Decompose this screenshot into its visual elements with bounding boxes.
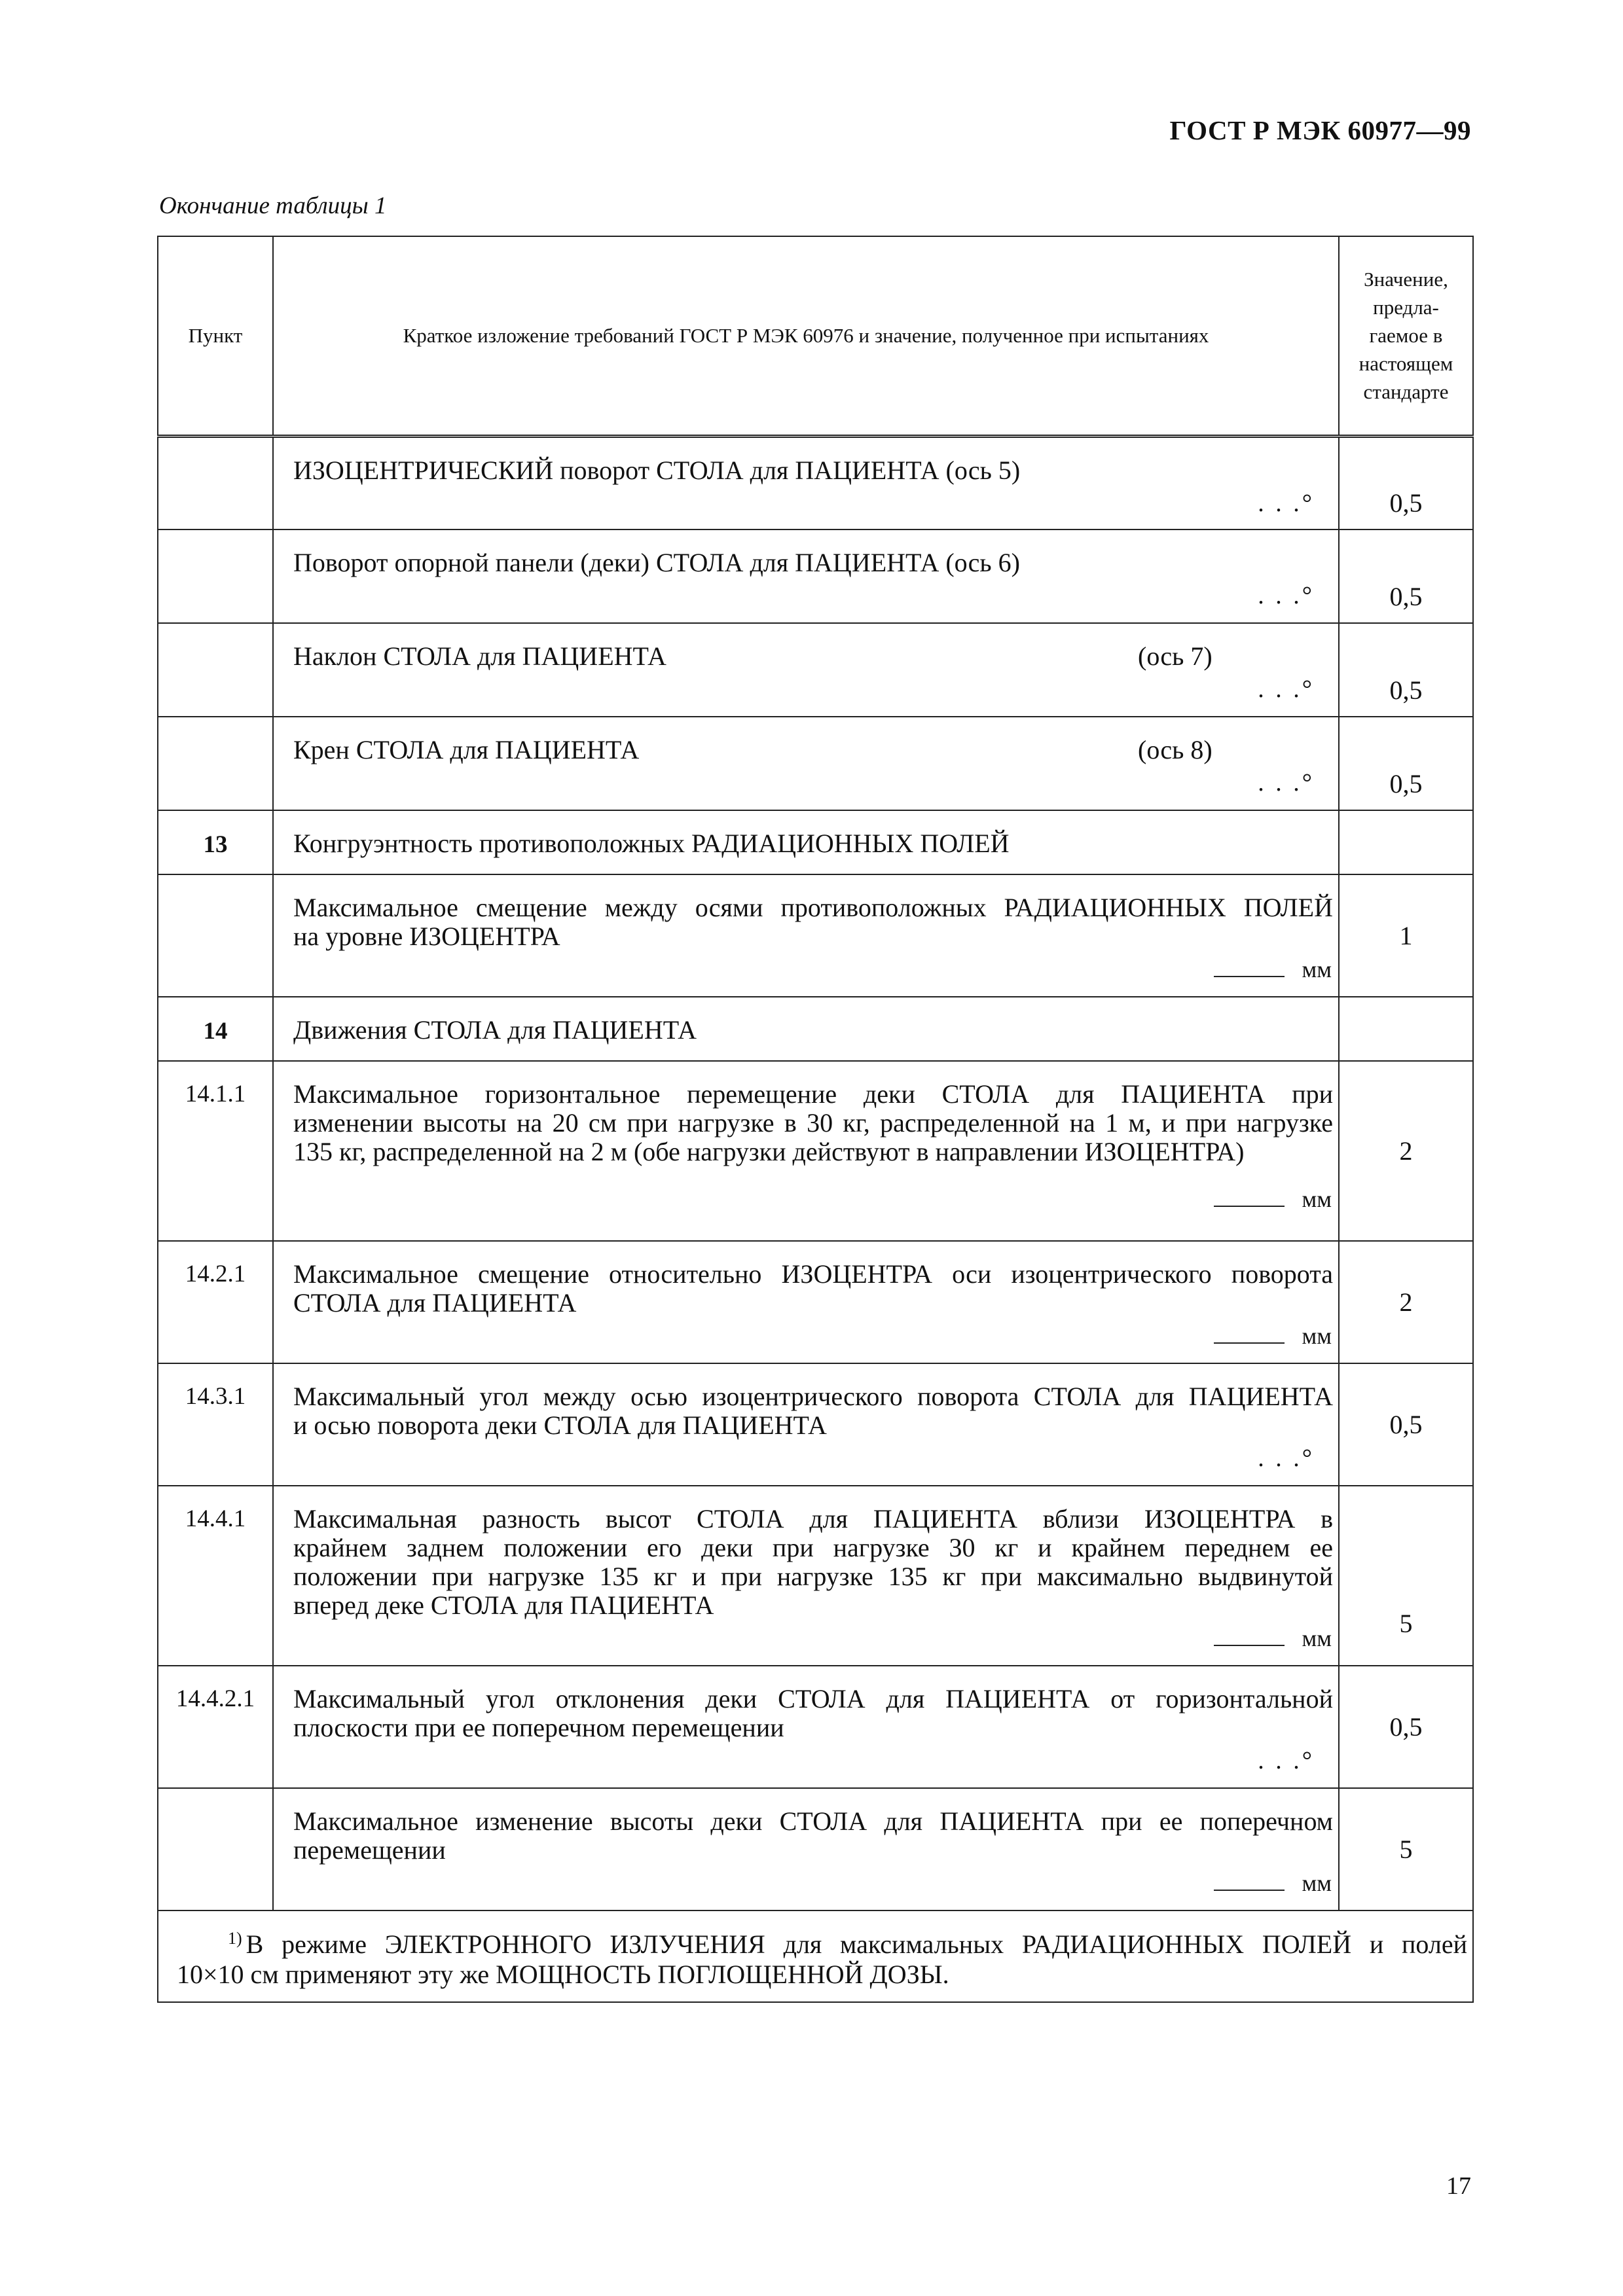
section-title: [273, 810, 1339, 874]
measured-value-blank: [293, 1624, 1333, 1653]
row-value: 2: [1339, 1241, 1473, 1363]
row-description-line: СТОЛА для ПАЦИЕНТА: [293, 1288, 577, 1318]
row-description-line: перемещении: [293, 1835, 446, 1865]
measured-value-blank: [293, 1869, 1333, 1897]
unit-label: мм: [1302, 1323, 1332, 1349]
table-row: [158, 436, 1473, 529]
requirements-table: [157, 236, 1474, 2003]
table-caption: Окончание таблицы 1: [159, 192, 387, 219]
footnote-line: [177, 1929, 1467, 1960]
row-value: 2: [1339, 1061, 1473, 1241]
row-description: [273, 436, 1339, 529]
unit-label: мм: [1302, 1625, 1332, 1651]
section-number: 14: [158, 997, 273, 1061]
measured-degrees-blank: . . .°: [1258, 675, 1315, 703]
row-item-number: 14.4.1: [158, 1486, 273, 1666]
row-item-number: [158, 874, 273, 997]
blank-line: [1214, 975, 1285, 977]
section-title: [273, 997, 1339, 1061]
column-header-value-line: Значение,: [1364, 268, 1448, 291]
row-description-line: изменении высоты на 20 см при нагрузке в 30 кг, распределенной на 1 м, и при нагрузке: [293, 1108, 1333, 1138]
row-value: 0,5: [1339, 623, 1473, 717]
column-header-description-text: Краткое изложение требований ГОСТ Р МЭК 60976 и значение, полученное при испытаниях: [403, 324, 1209, 348]
row-description-line: Максимальный угол отклонения деки СТОЛА для ПАЦИЕНТА от горизонтальной: [293, 1684, 1333, 1713]
row-description: [273, 623, 1339, 717]
row-value: [1339, 997, 1473, 1061]
row-description-line: и осью поворота деки СТОЛА для ПАЦИЕНТА: [293, 1410, 827, 1440]
footnote-marker: 1): [228, 1928, 242, 1948]
row-value: 0,5: [1339, 529, 1473, 623]
measured-value-blank: [293, 955, 1333, 984]
row-description-line: крайнем заднем положении его деки при нагрузке 30 кг и крайнем переднем ее: [293, 1533, 1333, 1562]
measured-degrees-blank: . . .°: [1258, 1747, 1315, 1774]
row-item-number: 14.1.1: [158, 1061, 273, 1241]
table-row: [158, 717, 1473, 810]
page-number: 17: [1446, 2172, 1471, 2200]
section-number: 13: [158, 810, 273, 874]
row-description-line: плоскости при ее поперечном перемещении: [293, 1713, 784, 1742]
row-description-text: Наклон СТОЛА для ПАЦИЕНТА: [293, 641, 666, 671]
column-header-item: Пункт: [158, 236, 273, 436]
table-row: [158, 1486, 1473, 1666]
row-description: [273, 1486, 1339, 1666]
row-item-number: 14.3.1: [158, 1363, 273, 1486]
row-description-line: Конгруэнтность противоположных РАДИАЦИОННЫХ ПОЛЕЙ: [293, 829, 1010, 858]
row-item-number: [158, 717, 273, 810]
axis-label: (ось 7): [1138, 641, 1213, 671]
row-description-line: [293, 642, 1333, 671]
row-description-line: 135 кг, распределенной на 2 м (обе нагрузки действуют в направлении ИЗОЦЕНТРА): [293, 1137, 1245, 1166]
column-header-value: [1339, 236, 1473, 436]
row-value: 5: [1339, 1788, 1473, 1910]
row-item-number: 14.4.2.1: [158, 1666, 273, 1788]
column-header-description: [273, 236, 1339, 436]
row-description-line: на уровне ИЗОЦЕНТРА: [293, 922, 560, 951]
row-description-line: Максимальное изменение высоты деки СТОЛА для ПАЦИЕНТА при ее поперечном: [293, 1806, 1333, 1836]
row-value: 1: [1339, 874, 1473, 997]
row-value: 0,5: [1339, 436, 1473, 529]
blank-line: [1214, 1204, 1285, 1207]
table-row: [158, 1061, 1473, 1241]
section-row: [158, 997, 1473, 1061]
standard-designation: ГОСТ Р МЭК 60977—99: [1169, 115, 1471, 145]
table-row: [158, 1788, 1473, 1910]
measured-degrees-blank: . . .°: [1258, 769, 1315, 797]
table-row: [158, 1241, 1473, 1363]
row-description-text: Крен СТОЛА для ПАЦИЕНТА: [293, 735, 640, 764]
table-header-row: [158, 236, 1473, 436]
table-row: [158, 874, 1473, 997]
row-description-line: [293, 736, 1333, 764]
table-row: [158, 1666, 1473, 1788]
row-description-line: Поворот опорной панели (деки) СТОЛА для ПАЦИЕНТА (ось 6): [293, 548, 1020, 577]
footnote-text: В режиме ЭЛЕКТРОННОГО ИЗЛУЧЕНИЯ для максимальных РАДИАЦИОННЫХ ПОЛЕЙ и полей: [246, 1929, 1467, 1959]
row-item-number: [158, 436, 273, 529]
unit-label: мм: [1302, 956, 1332, 982]
measured-degrees-blank: . . .°: [1258, 1444, 1315, 1472]
row-description-line: Максимальное смещение относительно ИЗОЦЕНТРА оси изоцентрического поворота: [293, 1259, 1333, 1289]
row-value: 0,5: [1339, 1666, 1473, 1788]
row-value: 0,5: [1339, 717, 1473, 810]
footnote-line: 10×10 см применяют эту же МОЩНОСТЬ ПОГЛОЩЕННОЙ ДОЗЫ.: [177, 1960, 949, 1989]
row-description: [273, 874, 1339, 997]
row-description: [273, 1061, 1339, 1241]
measured-degrees-blank: . . .°: [1258, 489, 1315, 517]
row-description: [273, 529, 1339, 623]
measured-value-blank: [293, 1321, 1333, 1350]
row-item-number: [158, 529, 273, 623]
row-description: [273, 1666, 1339, 1788]
column-header-value-line: предла-: [1373, 296, 1439, 319]
table-row: [158, 529, 1473, 623]
footnote: [158, 1910, 1473, 2002]
row-item-number: 14.2.1: [158, 1241, 273, 1363]
row-description: [273, 717, 1339, 810]
table-row: [158, 623, 1473, 717]
column-header-value-line: гаемое в: [1369, 324, 1443, 348]
table-row: [158, 1363, 1473, 1486]
row-description-line: ИЗОЦЕНТРИЧЕСКИЙ поворот СТОЛА для ПАЦИЕНТА (ось 5): [293, 455, 1021, 485]
row-item-number: [158, 623, 273, 717]
row-description-line: вперед деке СТОЛА для ПАЦИЕНТА: [293, 1590, 714, 1620]
section-row: [158, 810, 1473, 874]
measured-degrees-blank: . . .°: [1258, 582, 1315, 609]
row-value: 5: [1339, 1486, 1473, 1666]
row-value: [1339, 810, 1473, 874]
row-description-line: Максимальный угол между осью изоцентрического поворота СТОЛА для ПАЦИЕНТА: [293, 1382, 1333, 1411]
column-header-value-line: стандарте: [1363, 380, 1449, 404]
unit-label: мм: [1302, 1870, 1332, 1896]
row-value: 0,5: [1339, 1363, 1473, 1486]
footnote-row: [158, 1910, 1473, 2002]
row-description-line: Максимальная разность высот СТОЛА для ПАЦИЕНТА вблизи ИЗОЦЕНТРА в: [293, 1504, 1333, 1534]
row-description-line: положении при нагрузке 135 кг и при нагрузке 135 кг при максимально выдвинутой: [293, 1562, 1333, 1591]
row-description-line: Максимальное горизонтальное перемещение деки СТОЛА для ПАЦИЕНТА при: [293, 1079, 1333, 1109]
row-item-number: [158, 1788, 273, 1910]
blank-line: [1214, 1643, 1285, 1646]
blank-line: [1214, 1888, 1285, 1891]
row-description-line: Максимальное смещение между осями противоположных РАДИАЦИОННЫХ ПОЛЕЙ: [293, 893, 1333, 922]
axis-label: (ось 8): [1138, 735, 1213, 764]
measured-value-blank: [293, 1185, 1333, 1213]
row-description: [273, 1363, 1339, 1486]
row-description: [273, 1241, 1339, 1363]
unit-label: мм: [1302, 1186, 1332, 1212]
row-description-line: Движения СТОЛА для ПАЦИЕНТА: [293, 1015, 697, 1045]
row-description: [273, 1788, 1339, 1910]
blank-line: [1214, 1341, 1285, 1344]
column-header-value-line: настоящем: [1359, 352, 1453, 376]
